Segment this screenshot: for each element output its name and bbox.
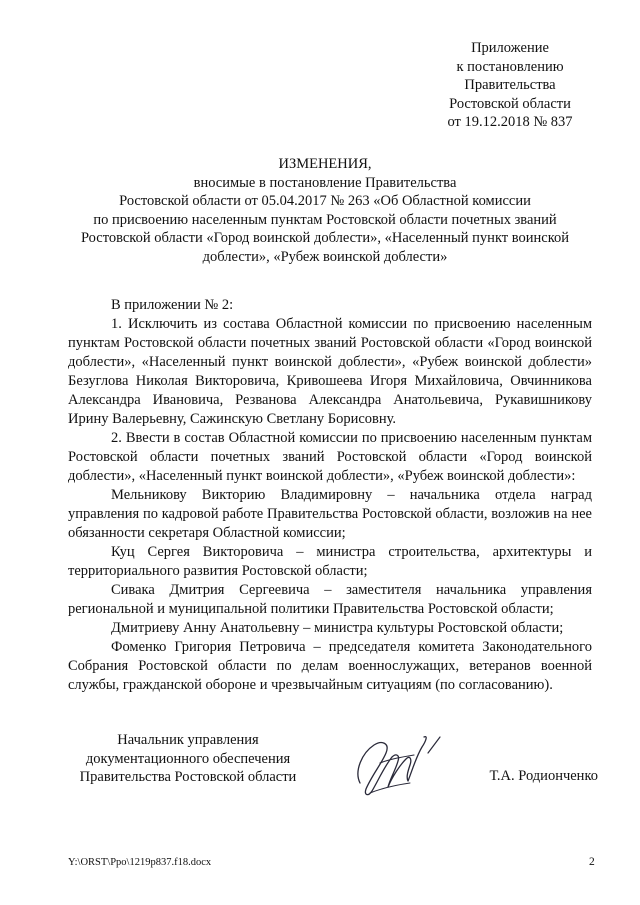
heading-line: доблести», «Рубеж воинской доблести» (202, 248, 448, 265)
heading-line: вносимые в постановление Правительства (193, 174, 457, 191)
signature-block (68, 731, 598, 791)
heading-line: Ростовской области от 05.04.2017 № 263 «Об Областной комиссии (119, 193, 531, 209)
appendix-line: Правительства (464, 77, 556, 93)
body-paragraph: Мельникову Викторию Владимировну – начальника отдела наград управления по кадровой работе Правительства Ростовской области, возложив на нее обязанности секретаря Областной комиссии; (68, 487, 592, 541)
body-paragraph: Фоменко Григория Петровича – председателя комитета Законодательного Собрания Ростовской области по делам военнослужащих, ветеранов военной службы, гражданской обороне и чрезвычайным ситуациям (по согласованию). (68, 639, 592, 693)
heading-line: по присвоению населенным пунктам Ростовской области почетных званий (93, 211, 557, 228)
body-paragraph: Сивака Дмитрия Сергеевича – заместителя начальника управления региональной и муниципальной политики Правительства Ростовской области; (68, 582, 592, 617)
signatory-title-line: Начальник управления (117, 732, 259, 748)
body-paragraph: Куц Сергея Викторовича – министра строительства, архитектуры и территориального развития Ростовской области; (68, 544, 592, 579)
page-number: 2 (589, 856, 595, 868)
appendix-line: Приложение (471, 40, 549, 56)
handwritten-signature-icon (340, 723, 450, 801)
document-body (68, 296, 592, 695)
heading-line: Ростовской области «Город воинской доблести», «Населенный пункт воинской (80, 230, 570, 246)
appendix-block (400, 39, 620, 132)
signatory-title-line: документационного обеспечения (85, 750, 291, 767)
footer-file-path: Y:\ORST\Ppo\1219p837.f18.docx (68, 857, 212, 868)
body-paragraph: 1. Исключить из состава Областной комиссии по присвоению населенным пунктам Ростовской области почетных званий Ростовской области «Город воинской доблести», «Населенный пункт воинской доблести», «Рубеж воинской доблести» Безуглова Николая Викторовича, Кривошеева Игоря Михайловича, Овчинникова Александра Ивановича, Резванова Александра Анатольевича, Рукавишникову Ирину Валерьевну, Сажинскую Светлану Борисовну. (68, 316, 592, 427)
signatory-name: Т.А. Родионченко (489, 768, 598, 784)
signatory-title (68, 731, 308, 787)
body-paragraph: Дмитриеву Анну Анатольевну – министра культуры Ростовской области; (111, 620, 564, 636)
appendix-line: Ростовской области (449, 95, 571, 112)
body-paragraph: В приложении № 2: (111, 297, 234, 313)
signatory-title-line: Правительства Ростовской области (79, 769, 297, 785)
document-heading (40, 155, 610, 266)
heading-line: ИЗМЕНЕНИЯ, (278, 156, 372, 172)
appendix-line: от 19.12.2018 № 837 (447, 114, 573, 130)
appendix-line: к постановлению (456, 58, 564, 75)
body-paragraph: 2. Ввести в состав Областной комиссии по присвоению населенным пунктам Ростовской области почетных званий Ростовской области «Город воинской доблести», «Населенный пункт воинской доблести», «Рубеж воинской доблести»: (68, 430, 592, 484)
